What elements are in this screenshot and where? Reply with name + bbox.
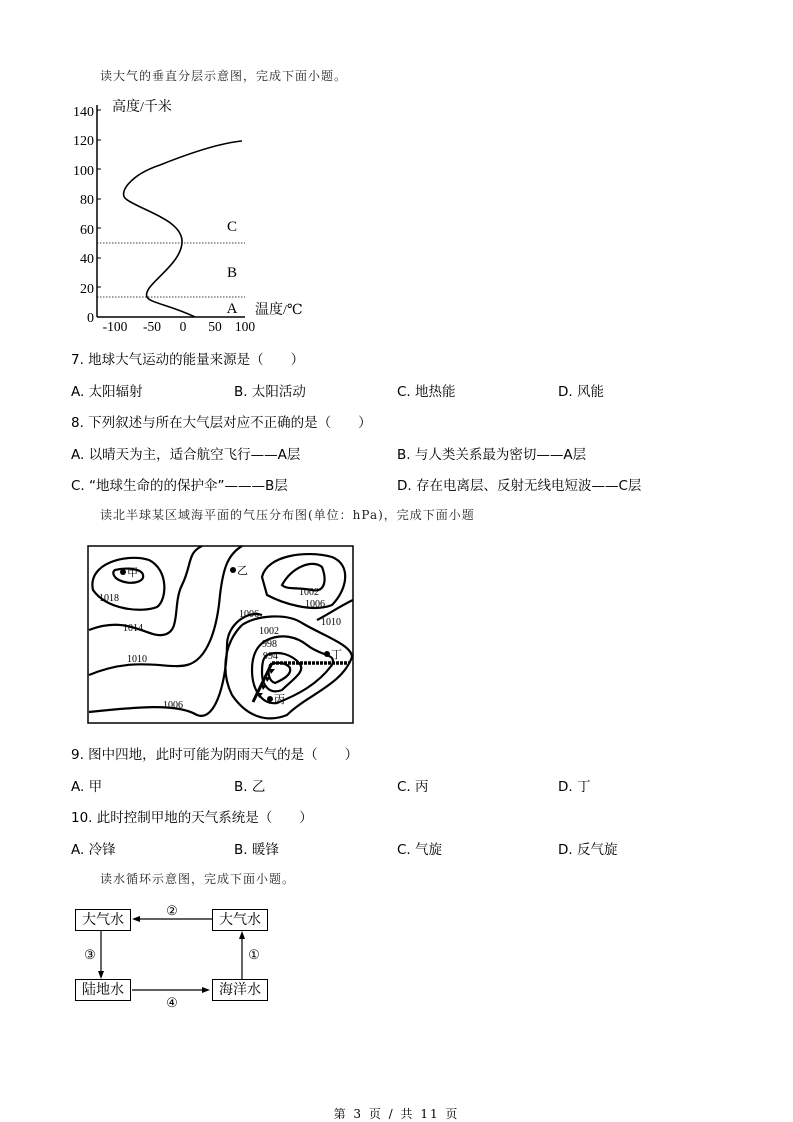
q9-option-c[interactable]: C. 丙 xyxy=(397,779,429,795)
svg-text:1014: 1014 xyxy=(123,623,143,634)
svg-text:1010: 1010 xyxy=(127,654,147,665)
svg-text:-100: -100 xyxy=(102,319,128,334)
svg-text:0: 0 xyxy=(179,319,187,334)
svg-text:998: 998 xyxy=(262,639,277,650)
question-7-stem: 7. 地球大气运动的能量来源是（ ） xyxy=(71,352,305,368)
intro-pressure-map: 读北半球某区域海平面的气压分布图(单位：hPa)，完成下面小题 xyxy=(100,508,475,522)
q7-option-b[interactable]: B. 太阳活动 xyxy=(234,384,306,400)
svg-text:④: ④ xyxy=(166,995,178,1010)
q9-option-b[interactable]: B. 乙 xyxy=(234,779,266,795)
svg-text:①: ① xyxy=(248,947,260,962)
q10-option-c[interactable]: C. 气旋 xyxy=(397,842,443,858)
svg-text:②: ② xyxy=(166,903,178,918)
q10-option-b[interactable]: B. 暖锋 xyxy=(234,842,279,858)
q10-option-a[interactable]: A. 冷锋 xyxy=(71,842,116,858)
q9-option-a[interactable]: A. 甲 xyxy=(71,779,103,795)
question-10-stem: 10. 此时控制甲地的天气系统是（ ） xyxy=(71,810,313,826)
svg-text:乙: 乙 xyxy=(237,565,248,577)
svg-text:1002: 1002 xyxy=(259,626,279,637)
box-atmospheric-water-right: 大气水 xyxy=(212,909,268,931)
q9-option-d[interactable]: D. 丁 xyxy=(558,779,591,795)
svg-text:丙: 丙 xyxy=(274,694,285,706)
svg-text:1002: 1002 xyxy=(299,587,319,598)
atmosphere-vertical-chart xyxy=(70,95,310,340)
q8-option-d[interactable]: D. 存在电离层、反射无线电短波——C层 xyxy=(397,478,642,494)
svg-text:A: A xyxy=(226,301,238,317)
svg-text:高度/千米: 高度/千米 xyxy=(112,100,172,115)
svg-text:C: C xyxy=(226,219,238,235)
q7-option-d[interactable]: D. 风能 xyxy=(558,384,604,400)
svg-text:20: 20 xyxy=(80,282,94,297)
box-ocean-water: 海洋水 xyxy=(212,979,268,1001)
pressure-isobar-map xyxy=(87,545,355,725)
svg-text:1006: 1006 xyxy=(239,609,259,620)
svg-text:B: B xyxy=(226,265,238,281)
q10-option-d[interactable]: D. 反气旋 xyxy=(558,842,618,858)
svg-text:③: ③ xyxy=(84,947,96,962)
svg-text:温度/℃: 温度/℃ xyxy=(255,303,303,318)
svg-text:1010: 1010 xyxy=(321,617,341,628)
svg-text:80: 80 xyxy=(80,193,94,208)
svg-text:1006: 1006 xyxy=(305,599,325,610)
intro-water-cycle: 读水循环示意图，完成下面小题。 xyxy=(100,872,296,886)
svg-text:50: 50 xyxy=(208,319,222,334)
water-cycle-diagram xyxy=(60,895,290,1015)
q8-option-c[interactable]: C. “地球生命的的保护伞”———B层 xyxy=(71,478,288,494)
svg-text:丁: 丁 xyxy=(331,649,342,661)
q8-option-b[interactable]: B. 与人类关系最为密切——A层 xyxy=(397,447,587,463)
svg-text:100: 100 xyxy=(73,164,94,179)
page-footer: 第 3 页 / 共 11 页 xyxy=(333,1107,460,1121)
box-atmospheric-water-left: 大气水 xyxy=(75,909,131,931)
question-8-stem: 8. 下列叙述与所在大气层对应不正确的是（ ） xyxy=(71,415,372,431)
q8-option-a[interactable]: A. 以晴天为主，适合航空飞行——A层 xyxy=(71,447,301,463)
svg-text:0: 0 xyxy=(87,311,94,326)
q7-option-a[interactable]: A. 太阳辐射 xyxy=(71,384,143,400)
svg-text:1006: 1006 xyxy=(163,700,183,711)
svg-text:40: 40 xyxy=(80,252,94,267)
svg-text:140: 140 xyxy=(73,105,94,120)
svg-text:994: 994 xyxy=(263,651,278,662)
box-land-water: 陆地水 xyxy=(75,979,131,1001)
question-9-stem: 9. 图中四地，此时可能为阴雨天气的是（ ） xyxy=(71,747,359,763)
intro-atmosphere: 读大气的垂直分层示意图，完成下面小题。 xyxy=(100,69,348,83)
svg-text:120: 120 xyxy=(73,134,94,149)
q7-option-c[interactable]: C. 地热能 xyxy=(397,384,456,400)
svg-text:60: 60 xyxy=(80,223,94,238)
svg-text:1018: 1018 xyxy=(99,593,119,604)
svg-text:甲: 甲 xyxy=(127,567,138,579)
svg-text:100: 100 xyxy=(234,319,256,334)
svg-text:-50: -50 xyxy=(143,319,161,334)
